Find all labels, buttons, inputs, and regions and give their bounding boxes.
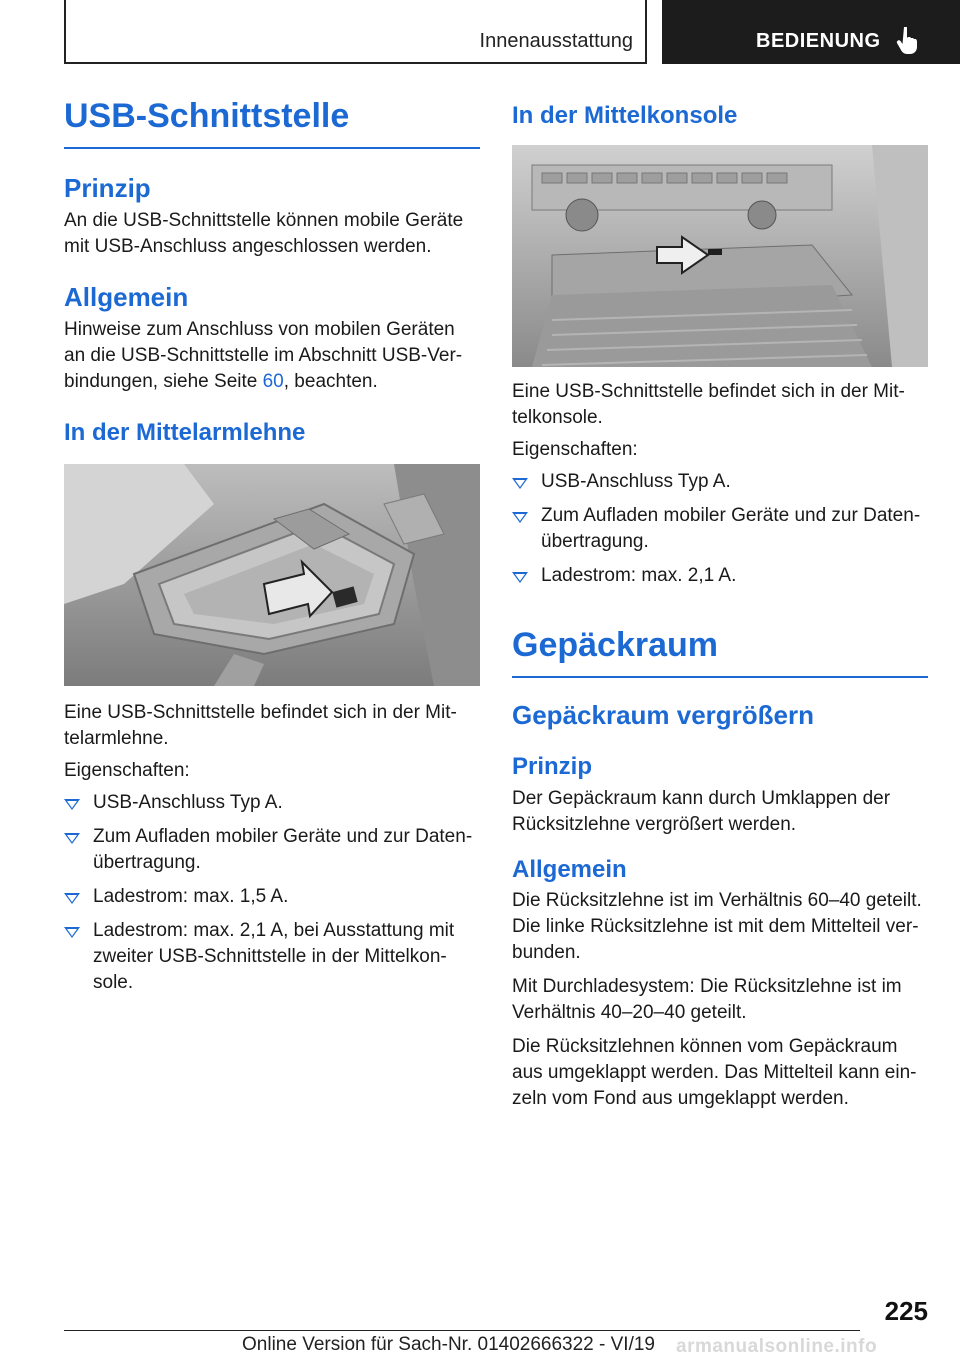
chapter-title: BEDIENUNG — [756, 30, 881, 52]
console-props-label: Eigenschaften: — [512, 438, 638, 460]
gepaeck-prinzip-heading: Prinzip — [512, 752, 593, 780]
left-column — [64, 96, 480, 996]
armrest-heading: In der Mittelarmlehne — [64, 419, 306, 447]
allgemein-text-part: Hinweise zum Anschluss von mobilen Geräten an die USB-Schnittstelle im Abschnitt USB-Verbindungen, siehe Seite — [64, 319, 463, 393]
bullet-triangle-icon — [64, 833, 80, 844]
page-title: USB-Schnittstelle — [64, 97, 350, 135]
list-item — [512, 503, 928, 555]
console-props-list — [512, 469, 928, 589]
list-item-text: Ladestrom: max. 2,1 A, bei Ausstattung mit zweiter USB-Schnittstelle in der Mittelkonsole. — [93, 919, 455, 993]
pointing-hand-icon — [896, 26, 920, 54]
list-item — [64, 790, 480, 816]
section-title: Innenausstattung — [479, 30, 633, 52]
console-caption: Eine USB-Schnittstelle befindet sich in der Mittelkonsole. — [512, 380, 905, 428]
allgemein-text-end: , beachten. — [283, 371, 378, 393]
list-item-text: USB-Anschluss Typ A. — [93, 791, 283, 813]
footer-divider — [64, 1330, 860, 1331]
bullet-triangle-icon — [512, 572, 528, 583]
bullet-triangle-icon — [512, 512, 528, 523]
gepaeck-allgemein-heading: Allgemein — [512, 855, 627, 883]
armrest-caption: Eine USB-Schnittstelle befindet sich in der Mittelarmlehne. — [64, 701, 457, 749]
list-item — [64, 824, 480, 876]
page-number: 225 — [884, 1296, 928, 1326]
list-item — [64, 918, 480, 996]
right-column — [512, 96, 928, 1112]
prinzip-text: An die USB-Schnittstelle können mobile Geräte mit USB-Anschluss angeschlossen werden. — [64, 209, 464, 257]
gepaeck-divider — [512, 676, 928, 678]
header-chapter-box — [662, 0, 960, 64]
list-item — [512, 563, 928, 589]
vergroessern-heading: Gepäckraum vergrößern — [512, 699, 815, 730]
allgemein-text — [64, 317, 480, 395]
watermark-text: armanualsonline.info — [676, 1336, 878, 1357]
list-item-text: Zum Aufladen mobiler Geräte und zur Datenübertragung. — [93, 825, 473, 873]
bullet-triangle-icon — [512, 478, 528, 489]
gepaeck-allgemein-p1: Die Rücksitzlehne ist im Verhältnis 60–40 geteilt. Die linke Rücksitzlehne ist mit dem Mittelteil verbunden. — [512, 890, 922, 964]
list-item — [64, 884, 480, 910]
list-item-text: Ladestrom: max. 1,5 A. — [93, 885, 289, 907]
list-item-text: USB-Anschluss Typ A. — [541, 470, 731, 492]
console-heading: In der Mittelkonsole — [512, 102, 738, 129]
online-version-text: Online Version für Sach-Nr. 01402666322 - VI/19 — [242, 1334, 655, 1355]
list-item-text: Ladestrom: max. 2,1 A. — [541, 564, 737, 586]
header-section-box — [64, 0, 647, 64]
page-link[interactable]: 60 — [262, 371, 284, 393]
bullet-triangle-icon — [64, 893, 80, 904]
console-usb-photo — [512, 145, 928, 367]
list-item-text: Zum Aufladen mobiler Geräte und zur Datenübertragung. — [541, 504, 921, 552]
list-item — [512, 469, 928, 495]
armrest-usb-photo — [64, 464, 480, 686]
armrest-props-label: Eigenschaften: — [64, 759, 190, 781]
prinzip-heading: Prinzip — [64, 172, 151, 203]
bullet-triangle-icon — [64, 927, 80, 938]
gepaeck-title: Gepäckraum — [512, 625, 718, 664]
title-divider — [64, 147, 480, 149]
armrest-props-list — [64, 790, 480, 996]
bullet-triangle-icon — [64, 799, 80, 810]
gepaeck-allgemein-p2: Mit Durchladesystem: Die Rücksitzlehne ist im Verhältnis 40–20–40 geteilt. — [512, 976, 902, 1024]
gepaeck-prinzip-text: Der Gepäckraum kann durch Umklappen der Rücksitzlehne vergrößert werden. — [512, 787, 891, 835]
gepaeck-allgemein-p3: Die Rücksitzlehnen können vom Gepäckraum aus umgeklappt werden. Das Mittelteil kann einzeln vom Fond aus umgeklappt werden. — [512, 1036, 917, 1110]
allgemein-heading: Allgemein — [64, 281, 189, 312]
